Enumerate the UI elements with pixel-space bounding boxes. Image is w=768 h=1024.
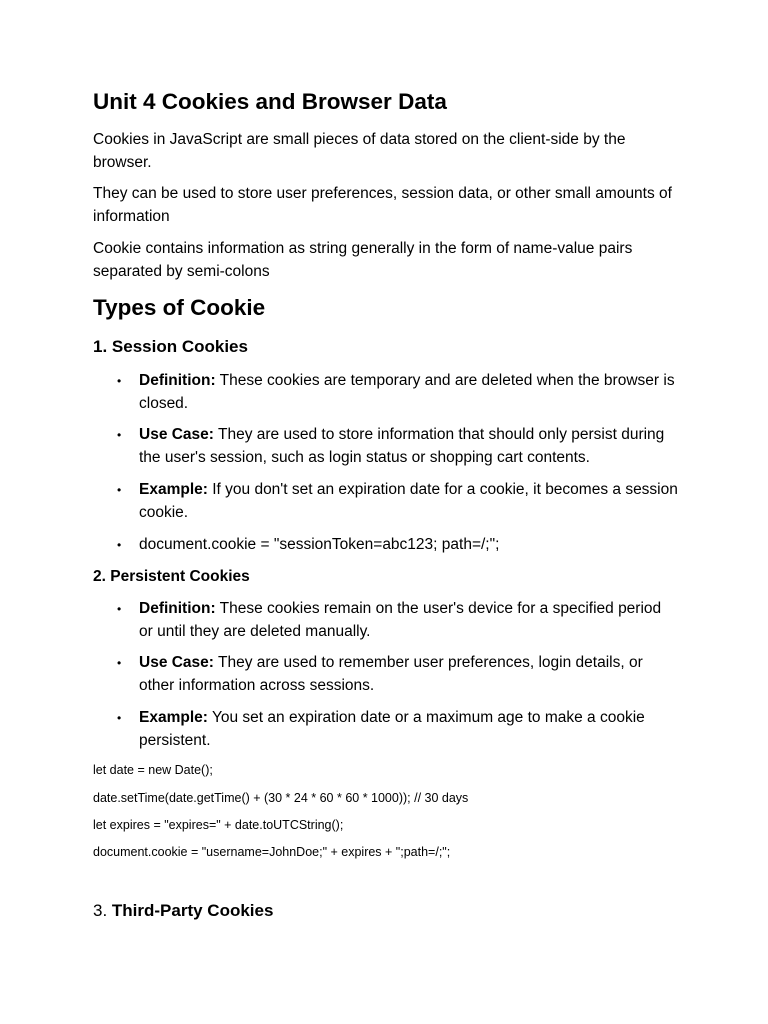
persistent-bullet-use-case [117, 652, 679, 697]
code-line-2: date.setTime(date.getTime() + (30 * 24 * 60 * 60 * 1000)); // 30 days [93, 791, 469, 805]
intro-paragraph-2: They can be used to store user preferences, session data, or other small amounts of information [93, 185, 672, 225]
bullet-dot: • [117, 483, 122, 497]
heading-text: Third-Party Cookies [111, 901, 274, 920]
bullet-label: Example: [139, 709, 208, 726]
bullet-text: They are used to remember user preferences, login details, or other information across sessions. [139, 654, 643, 694]
page-title: Unit 4 Cookies and Browser Data [93, 89, 447, 114]
intro-paragraph-3: Cookie contains information as string generally in the form of name-value pairs separated by semi-colons [93, 240, 633, 280]
session-bullet-code [117, 534, 679, 557]
bullet-text: document.cookie = "sessionToken=abc123; path=/;"; [139, 536, 500, 553]
bullet-text: These cookies are temporary and are deleted when the browser is closed. [139, 372, 675, 412]
bullet-label: Definition: [139, 372, 216, 389]
bullet-text: If you don't set an expiration date for a cookie, it becomes a session cookie. [139, 481, 678, 521]
code-line-4: document.cookie = "username=JohnDoe;" + expires + ";path=/;"; [93, 845, 451, 859]
intro-paragraph-1: Cookies in JavaScript are small pieces of data stored on the client-side by the browser. [93, 131, 626, 171]
bullet-label: Definition: [139, 600, 216, 617]
session-cookies-heading: 1. Session Cookies [93, 337, 248, 356]
persistent-cookies-heading: 2. Persistent Cookies [93, 568, 250, 585]
heading-number: 3. [93, 901, 112, 920]
bullet-dot: • [117, 374, 122, 388]
bullet-text: They are used to store information that should only persist during the user's session, such as login status or shopping cart contents. [139, 426, 665, 466]
persistent-bullet-example [117, 707, 679, 752]
bullet-dot: • [117, 602, 122, 616]
bullet-text: You set an expiration date or a maximum age to make a cookie persistent. [139, 709, 645, 749]
code-line-1: let date = new Date(); [93, 763, 213, 777]
bullet-dot: • [117, 656, 122, 670]
bullet-dot: • [117, 711, 122, 725]
bullet-label: Use Case: [139, 426, 214, 443]
session-bullet-example [117, 479, 679, 524]
bullet-label: Example: [139, 481, 208, 498]
bullet-text: These cookies remain on the user's device for a specified period or until they are deleted manually. [139, 600, 662, 640]
third-party-cookies-heading [93, 900, 273, 922]
session-bullet-definition [117, 370, 679, 415]
code-line-3: let expires = "expires=" + date.toUTCString(); [93, 818, 344, 832]
bullet-label: Use Case: [139, 654, 214, 671]
session-bullet-use-case [117, 424, 679, 469]
bullet-dot: • [117, 538, 122, 552]
persistent-bullet-definition [117, 598, 679, 643]
types-heading: Types of Cookie [93, 295, 266, 320]
bullet-dot: • [117, 428, 122, 442]
